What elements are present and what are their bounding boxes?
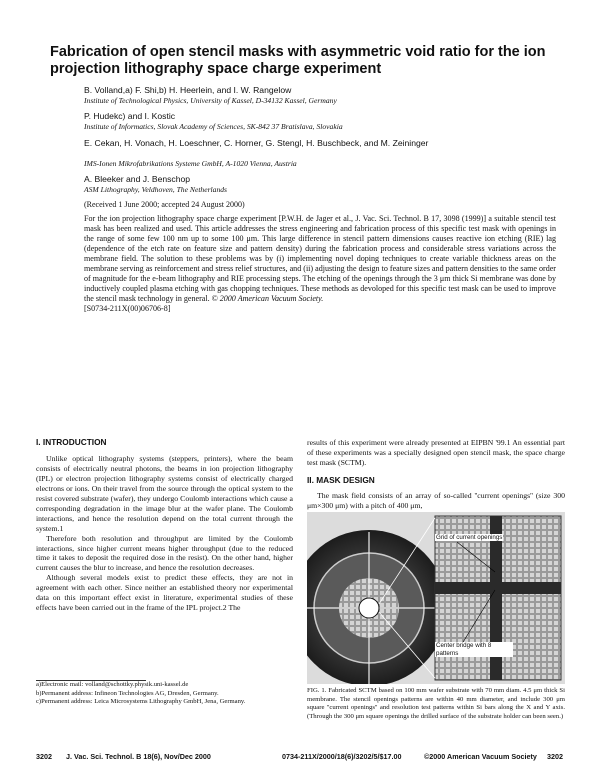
figure-label-bridge: Center bridge with 8 patterns — [435, 642, 513, 657]
affiliation-2: Institute of Informatics, Slovak Academy of Sciences, SK-842 37 Bratislava, Slovakia — [84, 122, 343, 131]
footnote: a)Electronic mail: volland@schottky.physik.uni-kassel.de — [36, 681, 189, 688]
copyright: © 2000 American Vacuum Society. — [211, 294, 324, 304]
paragraph: The mask field consists of an array of so-called ''current openings'' (size 300 μm×300 μm) with a pitch of 400 μm, — [307, 490, 565, 510]
left-column — [36, 438, 293, 613]
footnotes — [36, 681, 293, 707]
abstract — [84, 214, 556, 314]
figure-caption: FIG. 1. Fabricated SCTM based on 100 mm wafer substrate with 70 mm diam. 4.5 μm thick Si membrane. The stencil openings patterns are within 40 mm diameter, and include 300 μm square ''current openings'' and resolution test patterns within Si bars along the X and Y axis. (Through the 300 μm square openings the drilled surface of the substrate holder can been seen.) — [307, 687, 565, 721]
author-group-2: P. Hudekc) and I. Kostic — [84, 111, 176, 121]
received-dates: (Received 1 June 2000; accepted 24 August 2000) — [84, 200, 245, 209]
right-column — [307, 438, 565, 511]
footnote: b)Permanent address: Infineon Technologies AG, Dresden, Germany. — [36, 689, 219, 697]
affiliation-3: IMS-Ionen Mikrofabrikations Systeme GmbH, A-1020 Vienna, Austria — [84, 159, 297, 168]
paragraph: results of this experiment were already presented at EIPBN '99.1 An essential part of these experiments was a specially designed open stencil mask, the space charge test mask (SCTM). — [307, 438, 565, 467]
paragraph: Therefore both resolution and throughput are limited by the Coulomb interactions, since higher current means higher throughput (due to the reduced time it takes to deposit the required dose in the resist). On the other hand, higher current causes the blur to increase, and hence the resolution decreases. — [36, 533, 293, 573]
author-group-1: B. Volland,a) F. Shi,b) H. Heerlein, and I. W. Rangelow — [84, 85, 292, 95]
author-group-3: E. Cekan, H. Vonach, H. Loeschner, C. Horner, G. Stengl, H. Buschbeck, and M. Zeininger — [84, 138, 429, 148]
author-group-4: A. Bleeker and J. Benschop — [84, 174, 191, 184]
paragraph: Unlike optical lithography systems (steppers, printers), where the beam consists of electrically neutral photons, the beams in ion projection lithography (IPL) or electron projection lithography systems consist of electrically charged electrons or ions. On their travel from the source through the optical system to the resist covered substrate (wafer), they undergo Coulomb interactions which cause a corresponding degradation in the image blur at the wafer plane. The Coulomb interactions, and hence the resolution depend on the total current through the system.1 — [36, 453, 293, 533]
page-number-right: 3202 — [547, 752, 563, 761]
page-number-left: 3202 — [36, 752, 52, 761]
doi: [S0734-211X(00)06706-8] — [84, 304, 171, 314]
figure-1-photo — [307, 512, 565, 684]
footnote: c)Permanent address: Leica Microsystems Lithography GmbH, Jena, Germany. — [36, 698, 246, 706]
figure-label-grid: Grid of current openings — [436, 534, 503, 541]
article-title: Fabrication of open stencil masks with asymmetric void ratio for the ion projection lithography space charge experiment — [50, 44, 546, 77]
journal-citation: J. Vac. Sci. Technol. B 18(6), Nov/Dec 2000 — [66, 752, 211, 761]
journal-codes: 0734-211X/2000/18(6)/3202/5/$17.00 — [282, 752, 402, 761]
abstract-text: For the ion projection lithography space charge experiment [P.W.H. de Jager et al., J. Vac. Sci. Technol. B 17, 3098 (1999)] a suitable stencil test mask has been realized and used. This article addresses the stress engineering and fabrication process of this specific test mask with openings in the range of some few 100 nm up to some 100 μm. This large difference in stencil pattern dimensions causes reactive ion etching (RIE) lag (dependence of the etch rate on feature size and pattern density) during the fabrication process and considerable stress variations across the membrane field. The solution to these problems was by (i) implementing novel doping techniques to create variable thickness areas on the membrane serving as reinforcement and stress relief structures, and (ii) adjusting the design to feature sizes and pattern densities to the same order of magnitude for the e-beam lithography and RIE processing steps. The etching of the openings through the 3 μm thick Si membrane was done by inductively coupled plasma etching with gas chopping techniques. These methods as devoloped for this specific test mask can be used to improve the stencil mask technology in general. — [84, 214, 556, 304]
section-heading-introduction: I. INTRODUCTION — [36, 437, 107, 447]
paragraph: Although several models exist to predict these effects, they are not in agreement with each other. Since neither an established theory nor experimental data on this important effect exist in literature, experimental studies of these effects have been carried out in the frame of the IPL project.2 The — [36, 573, 293, 613]
society-copyright: ©2000 American Vacuum Society — [424, 752, 537, 761]
affiliation-1: Institute of Technological Physics, University of Kassel, D-34132 Kassel, Germany — [84, 96, 337, 105]
affiliation-4: ASM Lithography, Veldhoven, The Netherlands — [84, 185, 228, 194]
section-heading-mask-design: II. MASK DESIGN — [307, 474, 375, 485]
